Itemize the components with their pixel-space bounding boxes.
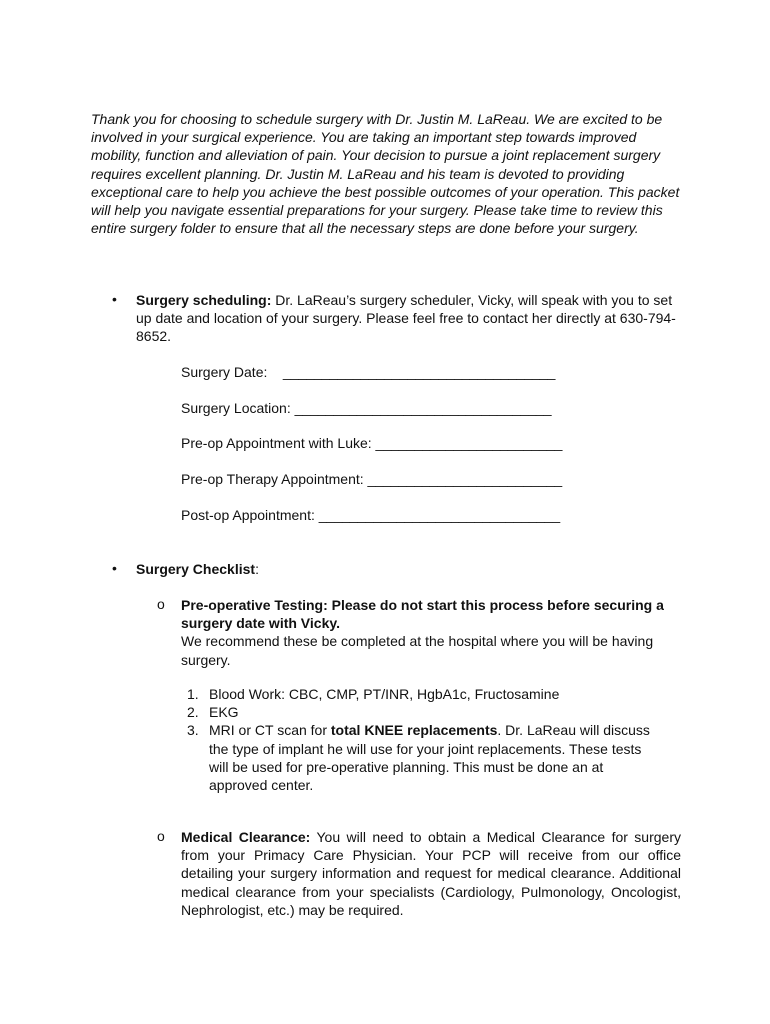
- list-item: [181, 685, 661, 703]
- bullet-icon: •: [112, 291, 117, 307]
- scheduling-text: Dr. LaReau’s surgery scheduler, Vicky, will speak with you to set up date and location of your surgery. Please feel free to contact her directly at 630-794-8652.: [136, 292, 676, 345]
- surgery-location-field: Surgery Location: _________________________________: [181, 400, 552, 416]
- preop-heading: Pre-operative Testing: Please do not start this process before securing a surgery date with Vicky.: [181, 597, 664, 632]
- list-number: 3.: [187, 722, 199, 739]
- list-item: [181, 703, 661, 721]
- intro-paragraph: Thank you for choosing to schedule surgery with Dr. Justin M. LaReau. We are excited to be involved in your surgical experience. You are taking an important step towards improved mobility, function and alleviation of pain. Your decision to pursue a joint replacement surgery requires excellent planning. Dr. Justin M. LaReau and his team is devoted to providing exceptional care to help you achieve the best possible outcomes of your operation. This packet will help you navigate essential preparations for your surgery. Please take time to review this entire surgery folder to ensure that all the necessary steps are done before your surgery.: [91, 111, 680, 237]
- circle-bullet-icon: o: [157, 596, 165, 612]
- postop-appointment-field: Post-op Appointment: _______________________________: [181, 507, 561, 523]
- list-item-text: Blood Work: CBC, CMP, PT/INR, HgbA1c, Fructosamine: [209, 686, 560, 702]
- checklist-colon: :: [255, 561, 259, 577]
- list-item-prefix: MRI or CT scan for: [209, 722, 331, 739]
- circle-bullet-icon: o: [157, 828, 165, 844]
- preop-test-list: [181, 685, 661, 794]
- list-item: [181, 721, 661, 794]
- checklist-heading: Surgery Checklist: [136, 561, 256, 577]
- checklist-heading-line: [136, 560, 684, 578]
- clearance-text: You will need to obtain a Medical Clearance for surgery from your Primacy Care Physician. Your PCP will receive from our office detailing your surgery information and request for medical clearance. Additional medical clearance from your specialists (Cardiology, Pulmonology, Oncologist, Nephrologist, etc.) may be required.: [181, 829, 681, 918]
- list-number: 2.: [187, 704, 199, 721]
- medical-clearance-paragraph: [181, 828, 681, 919]
- list-item-suffix: . Dr. LaReau will discuss the type of implant he will use for your joint replacements. These tests will be used for pre-operative planning. This must be done an at approved center.: [209, 722, 650, 794]
- list-item-text: EKG: [209, 704, 239, 721]
- scheduling-heading: Surgery scheduling:: [136, 292, 272, 308]
- clearance-heading: Medical Clearance:: [181, 829, 311, 845]
- preop-appointment-field: Pre-op Appointment with Luke: ________________________: [181, 435, 563, 451]
- preop-therapy-field: Pre-op Therapy Appointment: _________________________: [181, 471, 563, 487]
- list-number: 1.: [187, 686, 199, 702]
- bullet-icon: •: [112, 560, 117, 576]
- preop-text: We recommend these be completed at the hospital where you will be having surgery.: [181, 633, 654, 668]
- preop-testing-block: [181, 596, 681, 669]
- surgery-date-field: Surgery Date: ___________________________________: [181, 364, 556, 380]
- scheduling-paragraph: [136, 291, 684, 346]
- list-item-bold: total KNEE replacements: [330, 722, 498, 739]
